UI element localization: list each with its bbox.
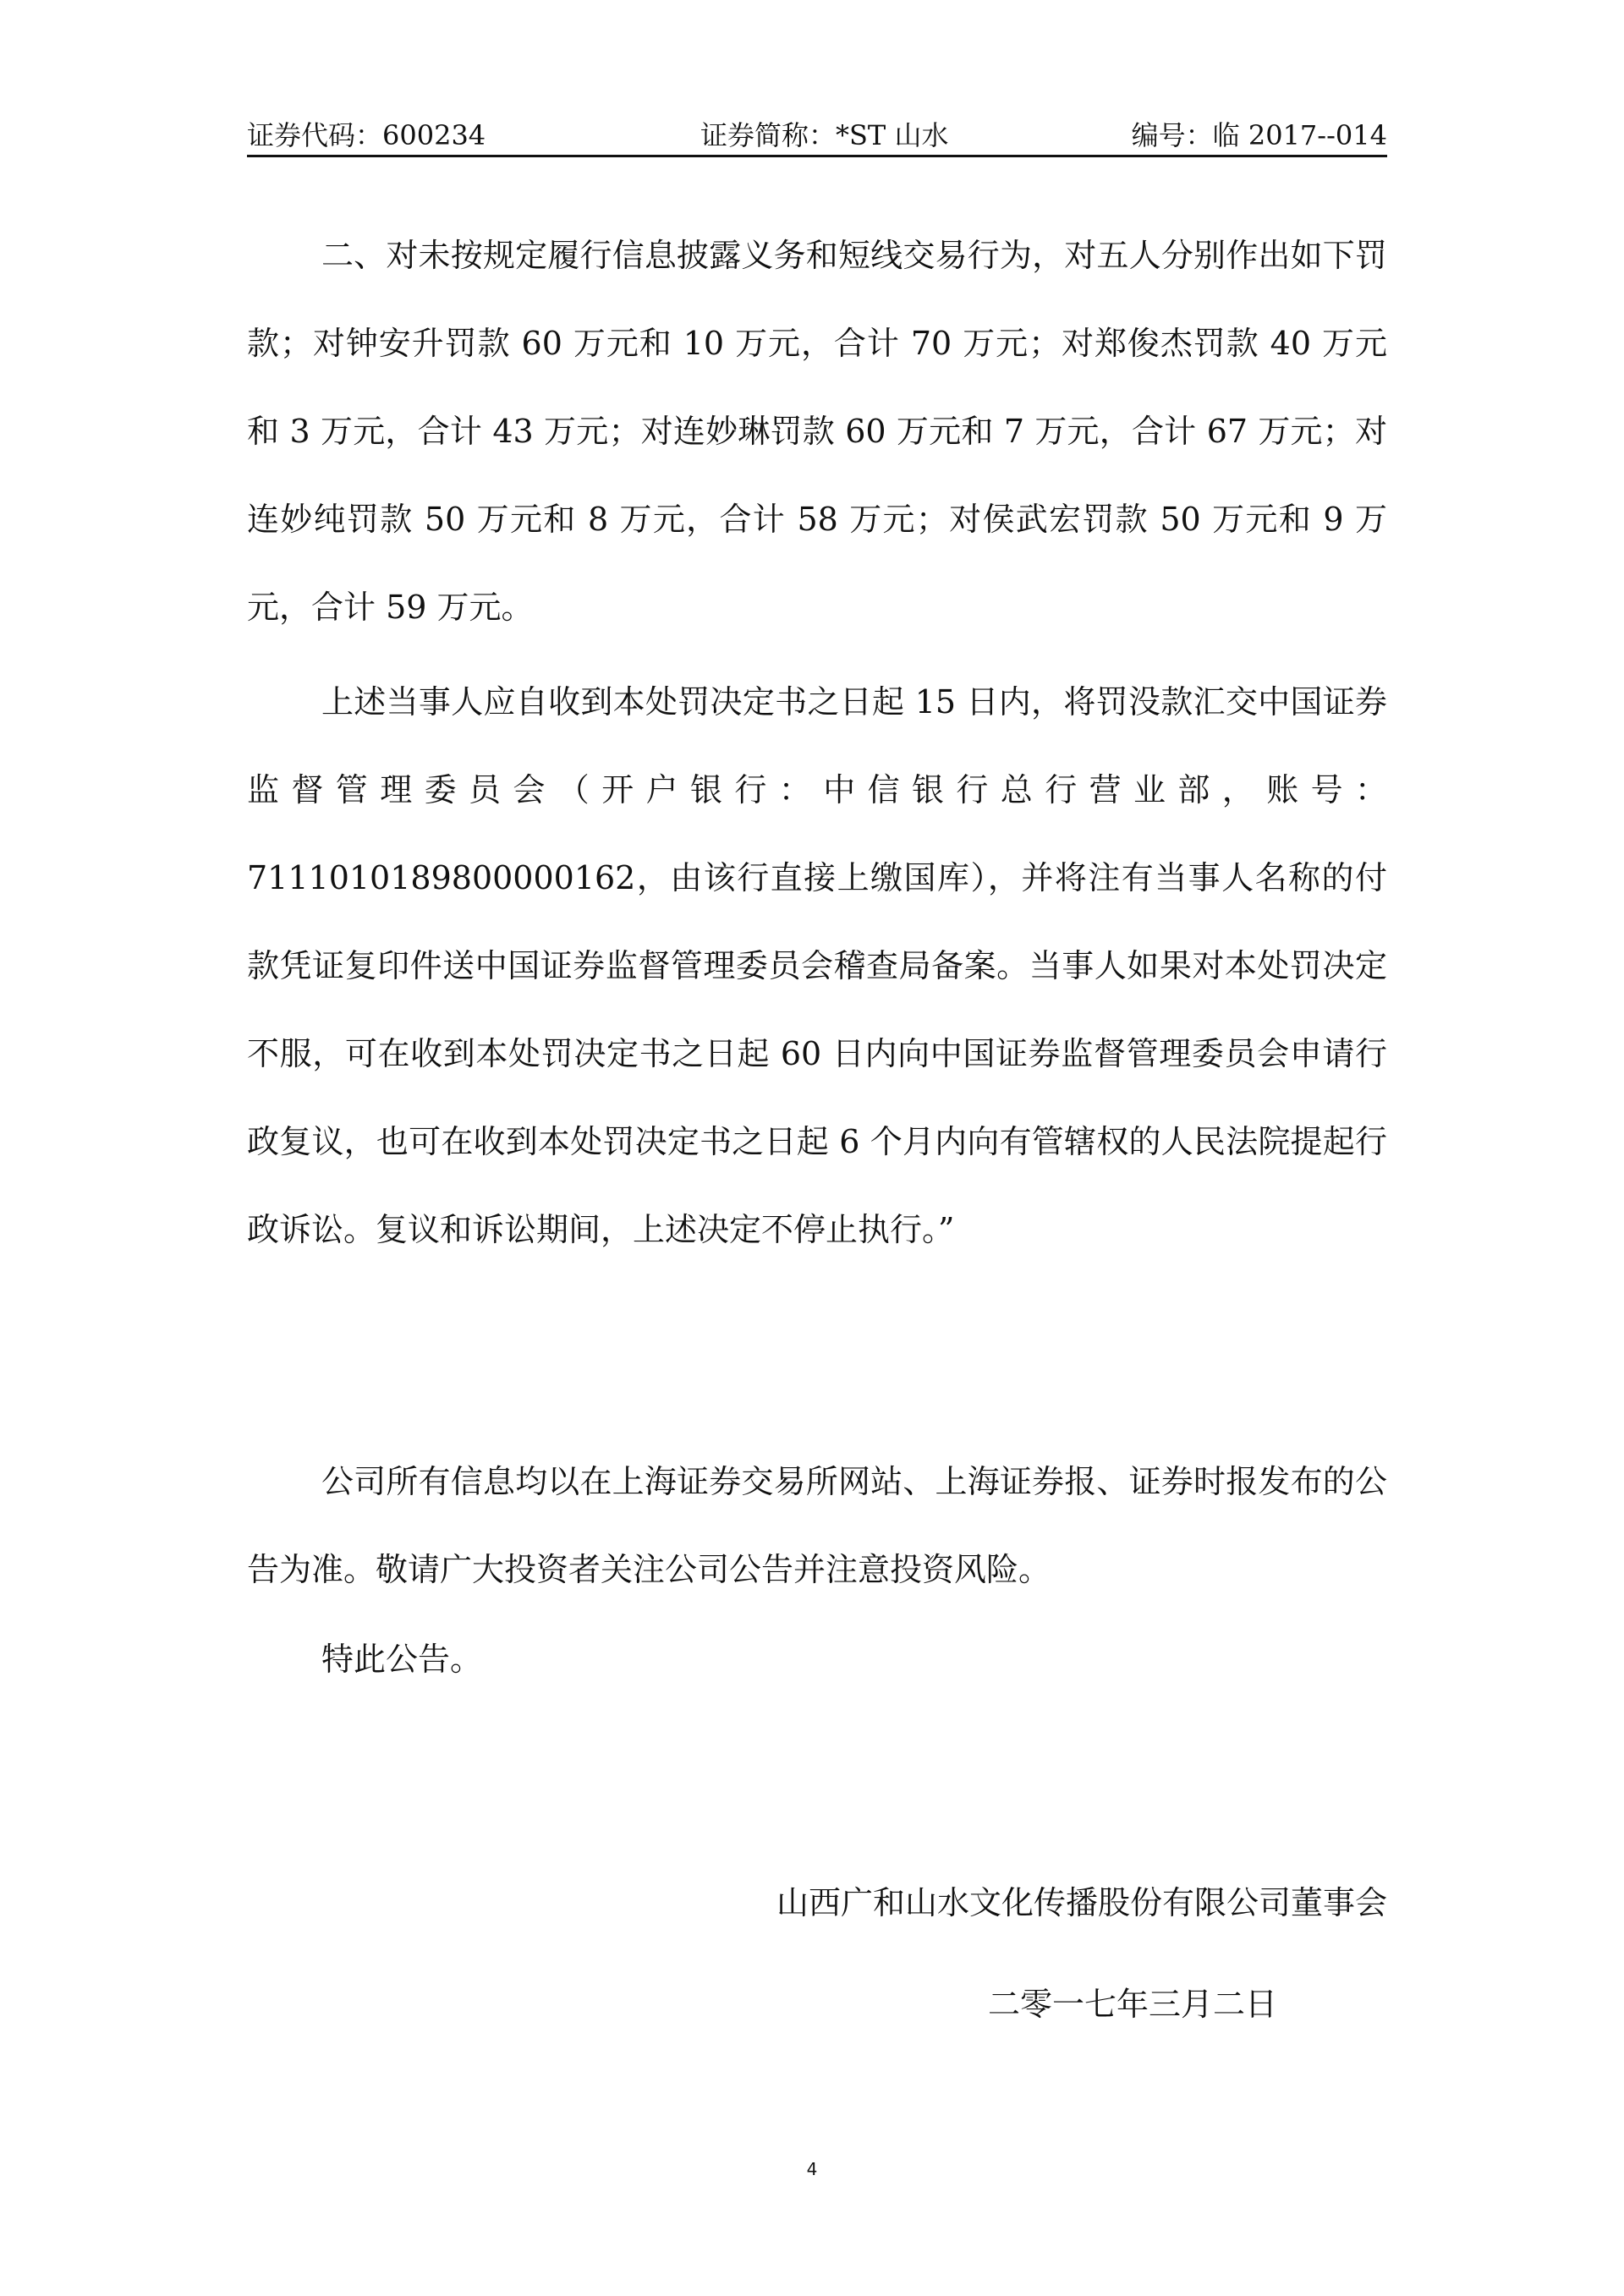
payment-instructions-paragraph: 上述当事人应自收到本处罚决定书之日起 15 日内，将罚没款汇交中国证券监督管理委员会（开户银行：中信银行总行营业部，账号：7111010189800000162，由该行直接上缴国库），并将注有当事人名称的付款凭证复印件送中国证券监督管理委员会稽查局备案。当事人如果对本处罚决定不服，可在收到本处罚决定书之日起 60 日内向中国证券监督管理委员会申请行政复议，也可在收到本处罚决定书之日起 6 个月内向有管辖权的人民法院提起行政诉讼。复议和诉讼期间，上述决定不停止执行。” xyxy=(247,683,1387,1248)
signing-date: 二零一七年三月二日 xyxy=(987,1986,1277,2023)
signing-organization: 山西广和山水文化传播股份有限公司董事会 xyxy=(776,1884,1387,1921)
header-divider xyxy=(247,155,1387,157)
page-number: 4 xyxy=(806,2159,818,2179)
page-header xyxy=(247,117,1387,154)
closing-phrase: 特此公告。 xyxy=(321,1641,483,1678)
penalty-paragraph: 二、对未按规定履行信息披露义务和短线交易行为，对五人分别作出如下罚款；对钟安升罚款 60 万元和 10 万元，合计 70 万元；对郑俊杰罚款 40 万元和 3 万元，合计 43 万元；对连妙琳罚款 60 万元和 7 万元，合计 67 万元；对连妙纯罚款 50 万元和 8 万元，合计 58 万元；对侯武宏罚款 50 万元和 9 万元，合计 59 万元。 xyxy=(247,237,1387,626)
security-code: 证券代码：600234 xyxy=(247,119,486,151)
notice-number: 编号：临 2017--014 xyxy=(1131,119,1387,151)
disclosure-notice-paragraph: 公司所有信息均以在上海证券交易所网站、上海证券报、证券时报发布的公告为准。敬请广大投资者关注公司公告并注意投资风险。 xyxy=(247,1463,1387,1588)
security-name: 证券简称：*ST 山水 xyxy=(700,119,949,151)
